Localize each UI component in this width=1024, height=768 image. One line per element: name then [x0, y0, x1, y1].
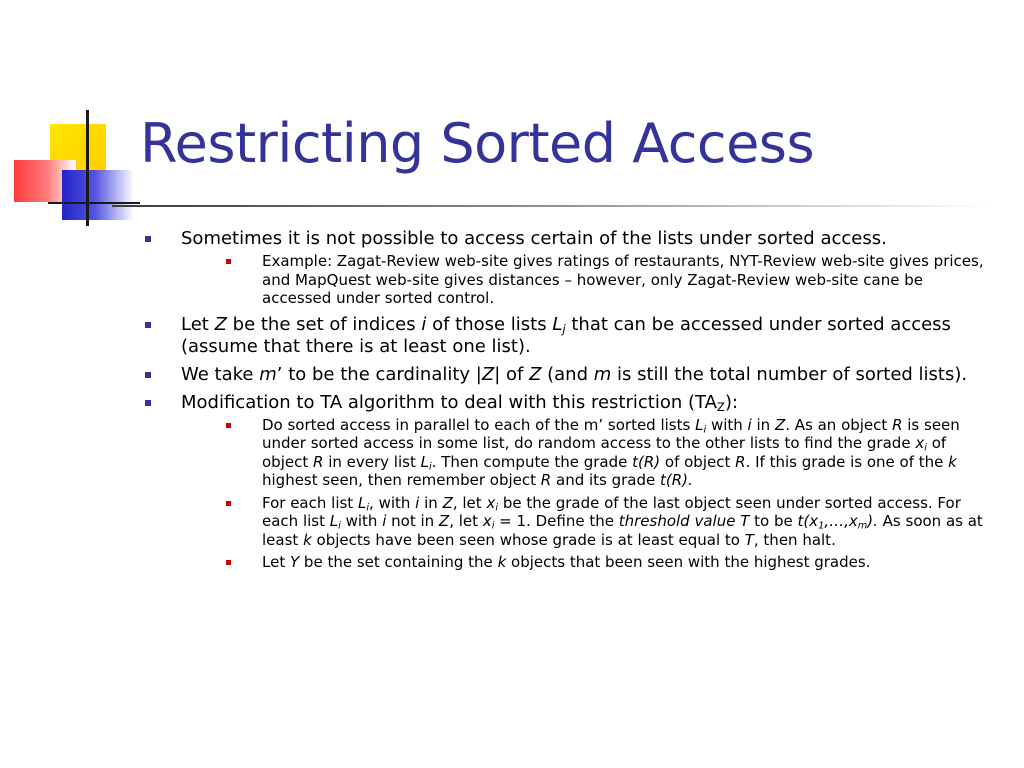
- sub-bullet-marker: [226, 423, 231, 428]
- sub-bullet-marker: [226, 501, 231, 506]
- slide-title: Restricting Sorted Access: [140, 112, 815, 175]
- sub-bullet-example: Example: Zagat-Review web-site gives ratings of restaurants, NYT-Review web-site gives prices, and MapQuest web-site gives distances – however, only Zagat-Review web-site cane be accessed under sorted control.: [226, 252, 995, 308]
- bullet-marker: [145, 372, 151, 378]
- bullet-ta-modification: Modification to TA algorithm to deal with this restriction $(TA_Z)$: Do sorted access in parallel to each of the m’ sorted lists $L_i$ with i in Z. As an object R is seen under sorted access in some list, do random access to the other lists to find the grade $x_i$ of object R in every list $L_i$. Then compute the grade t(R) of object R. If this grade is one of the k highest seen, then remember object R and its grade t(R). For each list $L_i$, with i in Z, let $x_i$ be the grade of the last object seen under sorted access. For each list $L_i$ with i not in Z, let $x_i = 1$. Define the threshold value T to be $t(x_1,\dots,x_m)$. As soon as at least k objects have been seen whose grade is at least equal to T, then halt. Let Y be the set containing the k objects that been seen with the highest grades.: [145, 392, 995, 572]
- sub-bullet-marker: [226, 259, 231, 264]
- sub-bullet-set-y: Let Y be the set containing the k objects that been seen with the highest grades.: [226, 553, 995, 572]
- sub-bullet-threshold: For each list $L_i$, with i in Z, let $x_i$ be the grade of the last object seen under sorted access. For each list $L_i$ with i not in Z, let $x_i = 1$. Define the threshold value T to be $t(x_1,\dots,x_m)$. As soon as at least k objects have been seen whose grade is at least equal to T, then halt.: [226, 494, 995, 550]
- bullet-marker: [145, 236, 151, 242]
- bullet-let-z: Let Z be the set of indices i of those lists $L_j$ that can be accessed under sorted access (assume that there is at least one list).: [145, 314, 995, 358]
- deco-vertical-line: [86, 110, 89, 226]
- sub-bullet-parallel-access: Do sorted access in parallel to each of the m’ sorted lists $L_i$ with i in Z. As an object R is seen under sorted access in some list, do random access to the other lists to find the grade $x_i$ of object R in every list $L_i$. Then compute the grade t(R) of object R. If this grade is one of the k highest seen, then remember object R and its grade t(R).: [226, 416, 995, 490]
- deco-blue-square: [62, 170, 134, 220]
- slide-body: [145, 228, 995, 578]
- bullet-marker: [145, 322, 151, 328]
- title-underline: [112, 205, 992, 207]
- bullet-sorted-access: Sometimes it is not possible to access certain of the lists under sorted access. Example: Zagat-Review web-site gives ratings of restaurants, NYT-Review web-site gives prices, and MapQuest web-site gives distances – however, only Zagat-Review web-site cane be accessed under sorted control.: [145, 228, 995, 308]
- sub-bullet-marker: [226, 560, 231, 565]
- deco-horizontal-line: [48, 202, 140, 204]
- bullet-cardinality: We take m’ to be the cardinality |Z| of Z (and m is still the total number of sorted lists).: [145, 364, 995, 386]
- bullet-marker: [145, 400, 151, 406]
